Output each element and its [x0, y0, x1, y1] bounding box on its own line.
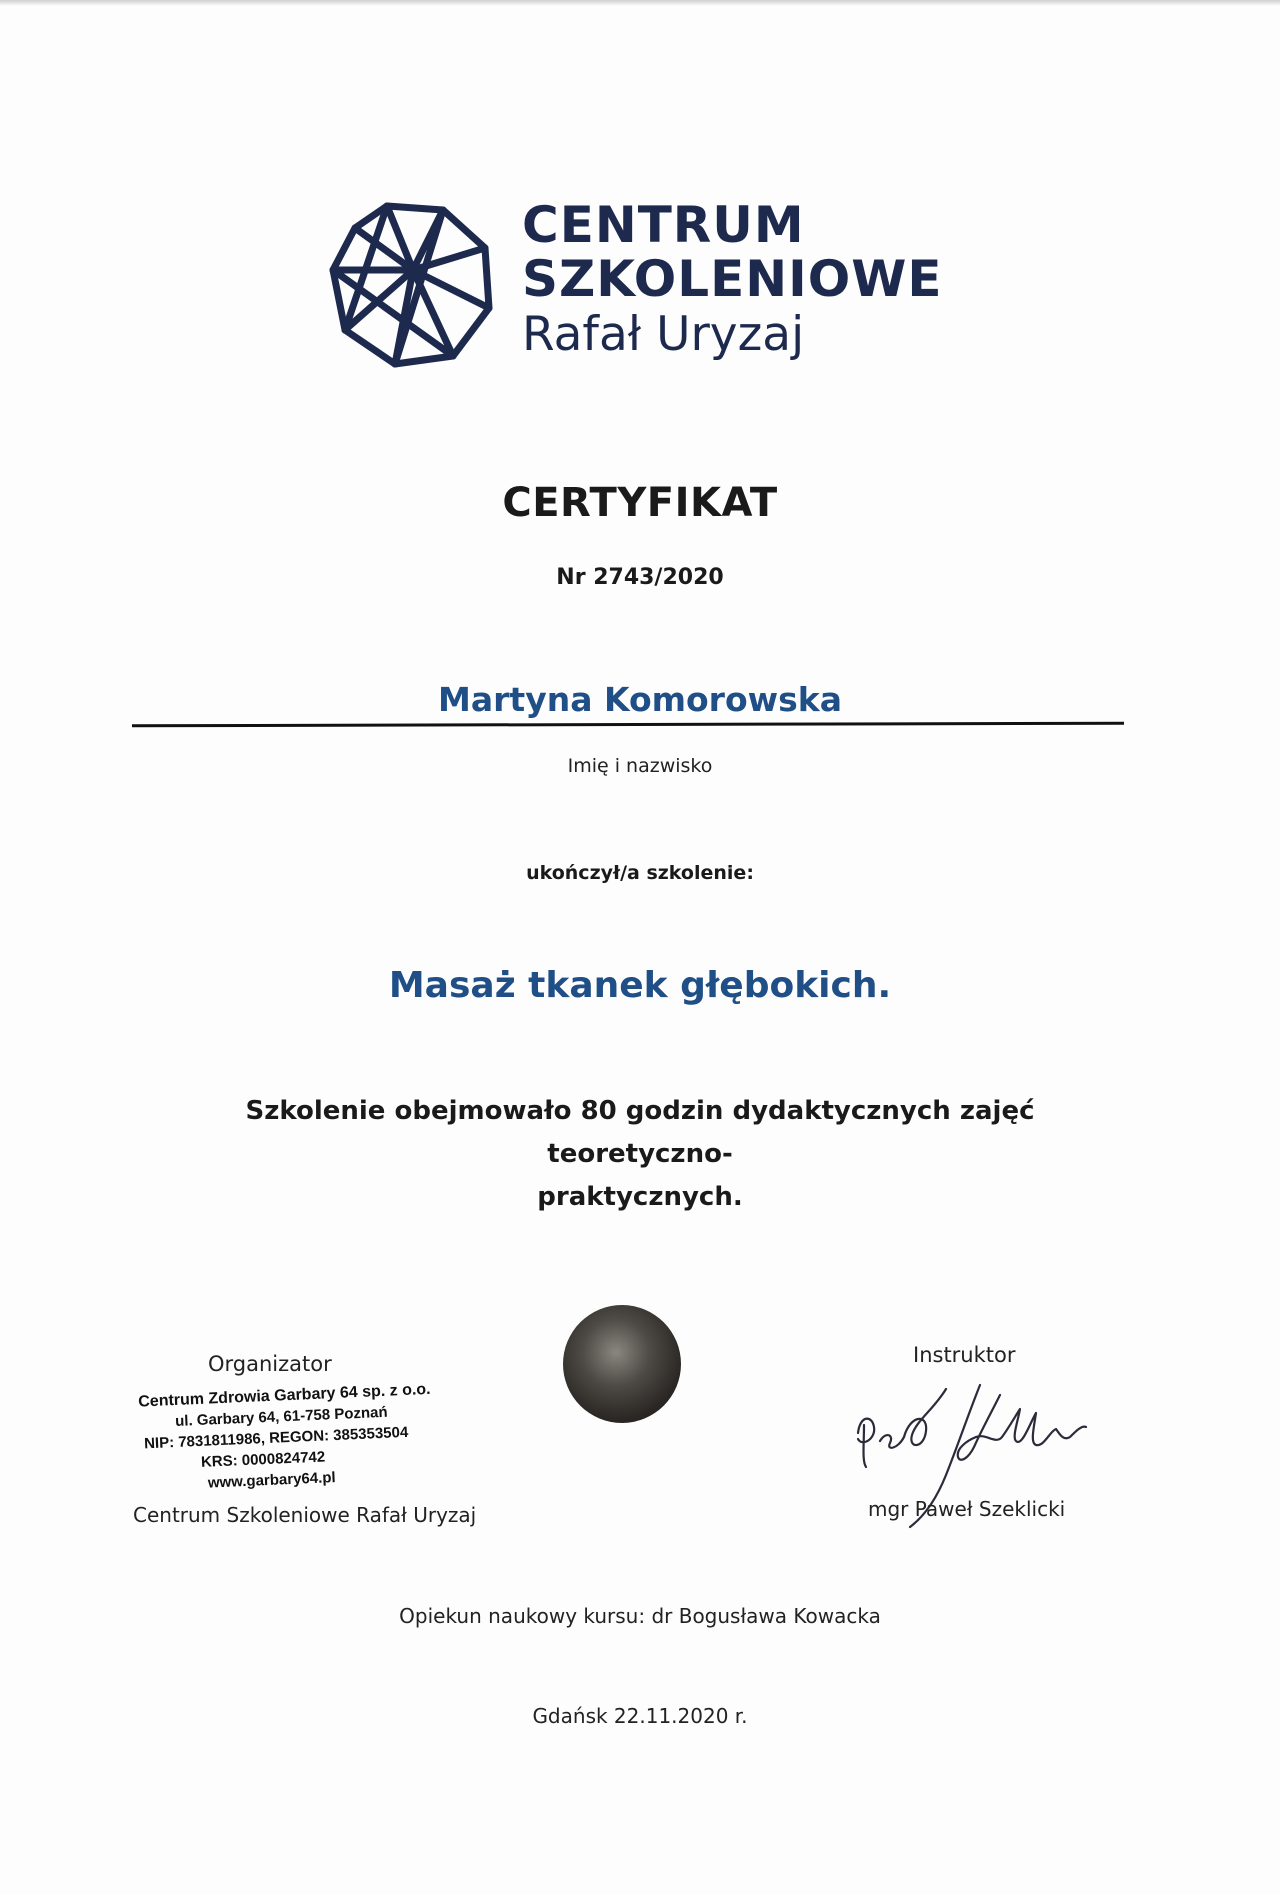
certificate-title: CERTYFIKAT [502, 480, 778, 526]
name-caption: Imię i nazwisko [567, 755, 713, 777]
instructor-name: mgr Paweł Szeklicki [868, 1497, 1066, 1521]
stamp-line-4: KRS: 0000824742 [200, 1448, 326, 1471]
stamp-line-2: ul. Garbary 64, 61-758 Poznań [174, 1403, 388, 1430]
place-and-date: Gdańsk 22.11.2020 r. [532, 1704, 748, 1728]
completed-label: ukończył/a szkolenie: [526, 862, 754, 884]
logo-wordmark [522, 198, 943, 364]
hours-line-2: praktycznych. [537, 1182, 743, 1212]
logo-line-3: Rafał Uryzaj [522, 307, 805, 362]
certificate-number: Nr 2743/2020 [556, 565, 724, 590]
stamp-line-5: www.garbary64.pl [207, 1469, 336, 1492]
organizer-stamp [138, 1379, 442, 1497]
logo-line-2: SZKOLENIOWE [522, 250, 943, 308]
stamp-line-3: NIP: 7831811986, REGON: 385353504 [143, 1423, 409, 1453]
recipient-name: Martyna Komorowska [438, 680, 842, 719]
instructor-caption: Instruktor [913, 1343, 1016, 1367]
course-supervisor: Opiekun naukowy kursu: dr Bogusława Kowacka [399, 1604, 881, 1628]
embossed-seal-icon [563, 1305, 681, 1423]
stamp-line-1: Centrum Zdrowia Garbary 64 sp. z o.o. [137, 1380, 431, 1411]
organizer-name: Centrum Szkoleniowe Rafał Uryzaj [133, 1503, 477, 1527]
logo-line-1: CENTRUM [522, 196, 805, 254]
geometric-octagon-logo-icon [325, 200, 495, 370]
organizer-caption: Organizator [208, 1352, 332, 1376]
paper-edge-shadow [0, 0, 1280, 6]
hours-line-1: Szkolenie obejmowało 80 godzin dydaktycznych zajęć teoretyczno- [245, 1096, 1035, 1169]
course-hours-statement [180, 1090, 1100, 1219]
course-title: Masaż tkanek głębokich. [388, 965, 892, 1006]
name-underline [132, 722, 1124, 728]
